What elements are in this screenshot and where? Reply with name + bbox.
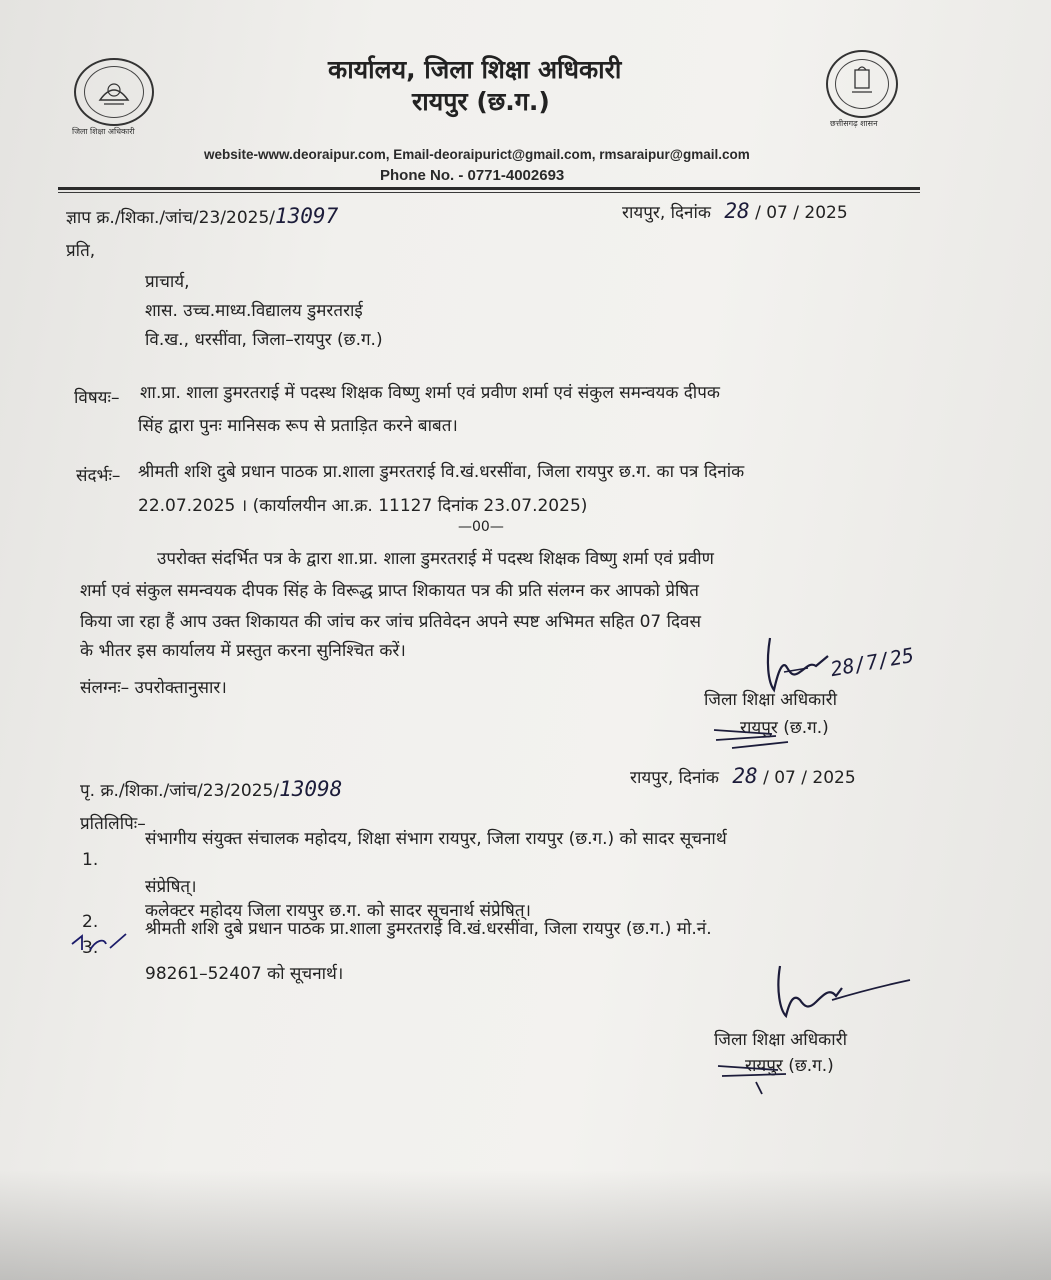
letter-date-rest: / 07 / 2025	[755, 203, 848, 223]
body-line: किया जा रहा हैं आप उक्त शिकायत की जांच कर जांच प्रतिवेदन अपने स्पष्ट अभिमत सहित 07 दिवस	[80, 612, 701, 632]
body-line: उपरोक्त संदर्भित पत्र के द्वारा शा.प्रा. शाला डुमरतराई में पदस्थ शिक्षक विष्णु शर्मा एवं प्रवीण	[157, 549, 714, 569]
letter-ref-handwritten: 13097	[275, 204, 339, 228]
addressee-line: प्राचार्य,	[145, 272, 190, 292]
copy-signatory-place: रायपुर (छ.ग.)	[745, 1056, 834, 1076]
copy-item-line: संप्रेषित्।	[145, 877, 197, 897]
letter-date	[622, 199, 848, 223]
strike-scribble	[716, 1058, 796, 1098]
to-label: प्रति,	[66, 241, 96, 261]
letter-date-prefix: रायपुर, दिनांक	[622, 203, 711, 223]
copy-item-number: 1.	[82, 850, 99, 870]
header-rule	[58, 187, 920, 190]
signatory-title: जिला शिक्षा अधिकारी	[704, 690, 837, 710]
left-logo-caption: जिला शिक्षा अधिकारी	[72, 127, 135, 136]
copy-date-prefix: रायपुर, दिनांक	[630, 768, 719, 788]
district-education-seal-icon	[74, 58, 154, 126]
separator: —00—	[458, 519, 504, 535]
copy-item-line: 98261–52407 को सूचनार्थ।	[145, 964, 344, 984]
subject-line: शा.प्रा. शाला डुमरतराई में पदस्थ शिक्षक विष्णु शर्मा एवं प्रवीण शर्मा एवं संकुल समन्वयक दीपक	[140, 383, 720, 403]
addressee-line: वि.ख., धरसींवा, जिला–रायपुर (छ.ग.)	[145, 330, 383, 350]
office-title: कार्यालय, जिला शिक्षा अधिकारी	[328, 55, 622, 84]
number-overwrite-scribble	[70, 930, 130, 954]
phone-line: Phone No. - 0771-4002693	[380, 167, 565, 184]
body-line: शर्मा एवं संकुल समन्वयक दीपक सिंह के विरूद्ध प्राप्त शिकायत पत्र की प्रति संलग्न कर आपको प्रेषित	[80, 581, 699, 601]
office-place: रायपुर (छ.ग.)	[412, 87, 550, 116]
reference-line: श्रीमती शशि दुबे प्रधान पाठक प्रा.शाला डुमरतराई वि.खं.धरसींवा, जिला रायपुर छ.ग. का पत्र दिनांक	[138, 462, 745, 482]
enclosure: संलग्नः– उपरोक्तानुसार।	[80, 678, 227, 698]
copy-date-rest: / 07 / 2025	[763, 768, 856, 788]
copy-item-line: संभागीय संयुक्त संचालक महोदय, शिक्षा संभाग रायपुर, जिला रायपुर (छ.ग.) को सादर सूचनार्थ	[145, 829, 727, 849]
copy-signatory-title: जिला शिक्षा अधिकारी	[714, 1030, 847, 1050]
reference-line: 22.07.2025 । (कार्यालयीन आ.क्र. 11127 दिनांक 23.07.2025)	[138, 496, 588, 516]
reference-label: संदर्भः–	[76, 466, 121, 486]
signatory-place: रायपुर (छ.ग.)	[740, 718, 829, 738]
copy-ref	[80, 777, 342, 801]
strike-scribble	[712, 722, 792, 752]
copy-item-line: कलेक्टर महोदय जिला रायपुर छ.ग. को सादर सूचनार्थ संप्रेषित्।	[145, 901, 531, 921]
right-logo-caption: छत्तीसगढ़ शासन	[830, 119, 878, 128]
copy-item-number: 2.	[82, 912, 99, 932]
letter-ref-printed: ज्ञाप क्र./शिका./जांच/23/2025/	[66, 208, 275, 228]
copy-ref-printed: पृ. क्र./शिका./जांच/23/2025/	[80, 781, 280, 801]
header-rule-thin	[58, 192, 920, 193]
state-emblem-icon	[826, 50, 898, 118]
bottom-shadow	[0, 1170, 1051, 1280]
copy-date	[630, 764, 856, 788]
body-line: के भीतर इस कार्यालय में प्रस्तुत करना सुनिश्चित करें।	[80, 641, 406, 661]
subject-line: सिंह द्वारा पुनः मानिसक रूप से प्रताड़ित करने बाबत।	[138, 416, 458, 436]
copy-date-day: 28	[732, 764, 758, 788]
signature-date: 28/7/25	[828, 642, 916, 682]
letter-date-day: 28	[724, 199, 750, 223]
copy-item-number: 3.	[82, 938, 99, 958]
copy-ref-handwritten: 13098	[279, 777, 343, 801]
copy-item-line: श्रीमती शशि दुबे प्रधान पाठक प्रा.शाला डुमरतराई वि.खं.धरसींवा, जिला रायपुर (छ.ग.) मो.नं.	[145, 919, 712, 939]
letter-ref	[66, 204, 338, 228]
addressee-line: शास. उच्च.माध्य.विद्यालय डुमरतराई	[145, 301, 363, 321]
contact-line: website-www.deoraipur.com, Email-deoraipurict@gmail.com, rmsaraipur@gmail.com	[204, 147, 750, 162]
subject-label: विषयः–	[74, 388, 120, 408]
copy-label: प्रतिलिपिः–	[80, 814, 146, 834]
